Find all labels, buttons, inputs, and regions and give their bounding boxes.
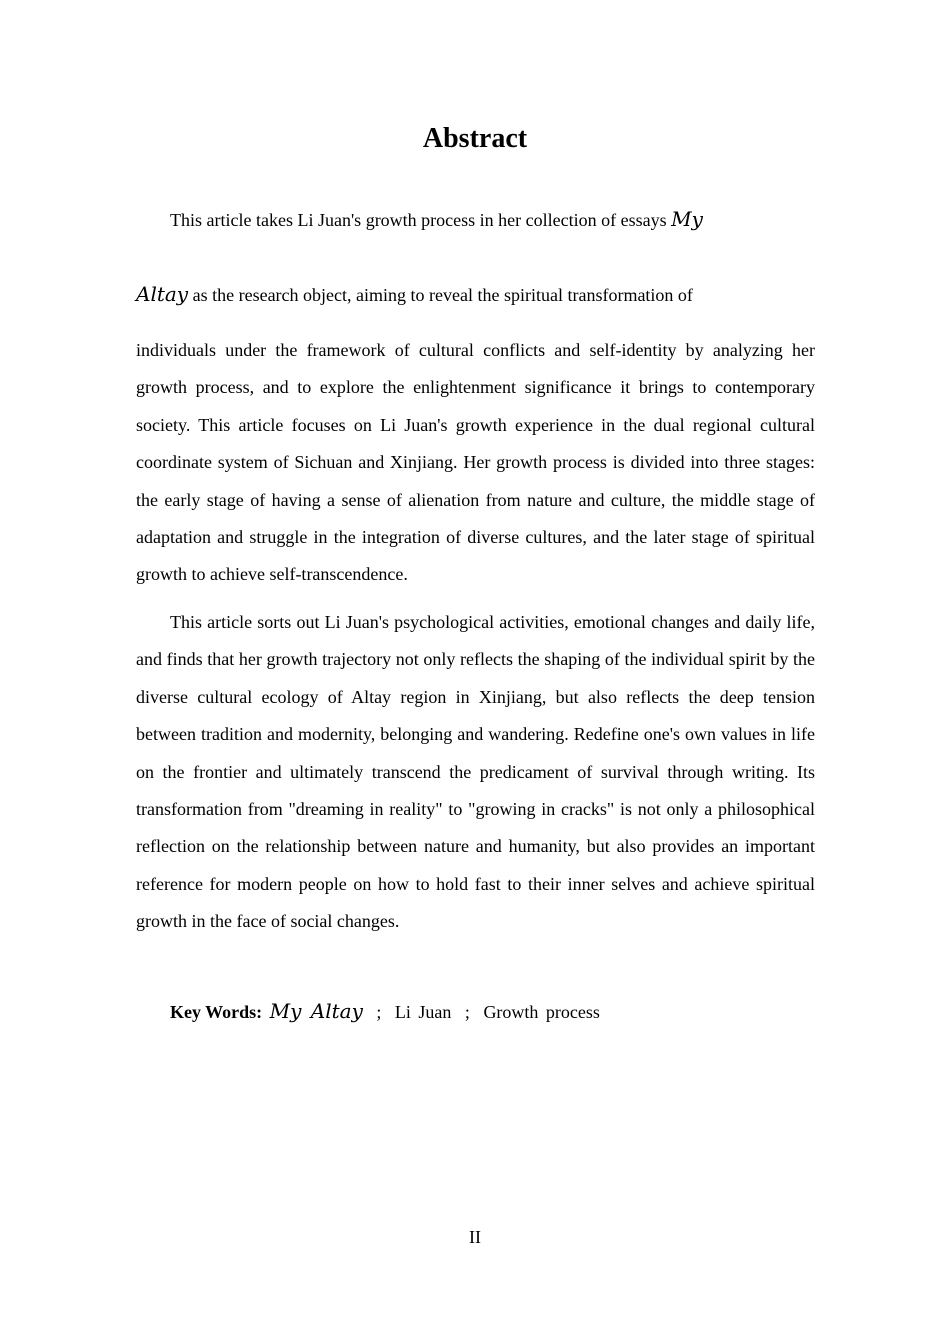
abstract-paragraph-1 [136,182,815,594]
abstract-paragraph-2 [136,604,815,941]
page-number: II [469,1227,481,1247]
book-title-part-1: My [671,207,703,231]
paragraph-1-text-start: This article takes Li Juan's growth process in her collection of essays [170,210,672,230]
paragraph-2-text: This article sorts out Li Juan's psychological activities, emotional changes and daily life, and finds that her growth trajectory not only reflects the shaping of the individual spirit by the diverse cultural ecology of Altay region in Xinjiang, but also reflects the deep tension between tradition and modernity, belonging and wandering. Redefine one's own values in life on the frontier and ultimately transcend the predicament of survival through writing. Its transformation from "dreaming in reality" to "growing in cracks" is not only a philosophical reflection on the relationship between nature and humanity, but also provides an important reference for modern people on how to hold fast to their inner selves and achieve spiritual growth in the face of social changes. [136,612,815,932]
book-title-part-2: Altay [136,282,189,306]
keywords-line [170,994,600,1029]
paragraph-1-rest: individuals under the framework of cultural conflicts and self-identity by analyzing her growth process, and to explore the enlightenment significance it brings to contemporary society. This article focuses on Li Juan's growth experience in the dual regional cultural coordinate system of Sichuan and Xinjiang. Her growth process is divided into three stages: the early stage of having a sense of alienation from nature and culture, the middle stage of adaptation and struggle in the integration of diverse cultures, and the later stage of spiritual growth to achieve self-transcendence. [136,340,815,585]
keyword-1: My Altay [269,999,363,1023]
keyword-separator: ; [464,1002,470,1022]
keyword-3: Growth process [483,1002,600,1022]
abstract-title: Abstract [422,123,528,154]
paragraph-1-line-1 [170,207,703,231]
paragraph-1-text-line-2: as the research object, aiming to reveal the spiritual transformation of [188,285,693,305]
keyword-2: Li Juan [394,1002,452,1022]
paragraph-1-line-2 [136,257,815,332]
keywords-label: Key Words: [170,1002,263,1022]
keyword-separator: ; [376,1002,382,1022]
